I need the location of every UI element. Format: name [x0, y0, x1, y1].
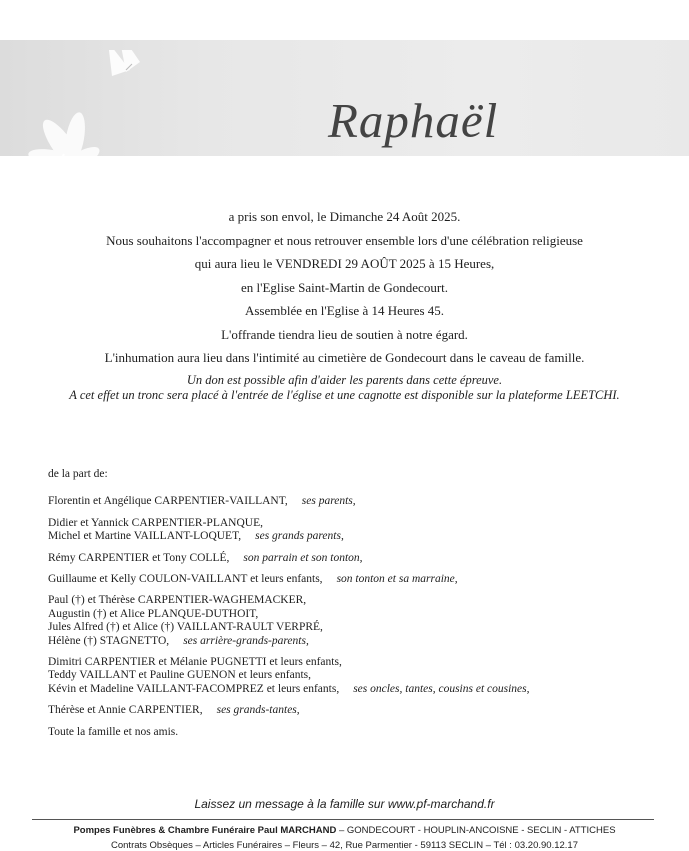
- footer-divider: [32, 819, 654, 820]
- family-relation: ses oncles, tantes, cousins et cousines,: [353, 682, 530, 695]
- family-names: Teddy VAILLANT et Pauline GUENON et leurs enfants,: [48, 669, 312, 682]
- family-relation: ses grands-tantes,: [216, 704, 300, 717]
- flower-butterfly-illustration: [0, 50, 200, 200]
- family-group: [48, 704, 530, 717]
- family-names: Florentin et Angélique CARPENTIER-VAILLANT,: [48, 495, 288, 508]
- family-relation: ses parents,: [301, 495, 356, 508]
- family-group: [48, 495, 530, 508]
- company-locations: – GONDECOURT - HOUPLIN-ANCOISNE - SECLIN - ATTICHES: [336, 825, 616, 836]
- family-names: Didier et Yannick CARPENTIER-PLANQUE,: [48, 516, 263, 529]
- family-group: [48, 552, 530, 565]
- family-group: [48, 517, 530, 544]
- header-banner: [0, 40, 689, 156]
- family-names: Rémy CARPENTIER et Tony COLLÉ,: [48, 551, 230, 564]
- announcement-line: Assemblée en l'Eglise à 14 Heures 45.: [244, 303, 445, 318]
- family-list: [48, 468, 530, 739]
- company-contact: Contrats Obsèques – Articles Funéraires – Fleurs – 42, Rue Parmentier - 59113 SECLIN – Tél : 03.20.90.12.17: [111, 840, 578, 851]
- family-group: [48, 573, 530, 586]
- family-group: [48, 594, 530, 648]
- family-intro: de la part de:: [48, 468, 108, 480]
- family-names: Hélène (†) STAGNETTO,: [48, 634, 170, 647]
- family-names: Thérèse et Annie CARPENTIER,: [48, 704, 203, 717]
- family-names: Michel et Martine VAILLANT-LOQUET,: [48, 530, 242, 543]
- announcement-line: L'inhumation aura lieu dans l'intimité au cimetière de Gondecourt dans le caveau de famille.: [104, 350, 585, 365]
- announcement-line: qui aura lieu le VENDREDI 29 AOÛT 2025 à 15 Heures,: [194, 256, 495, 271]
- announcement-line: a pris son envol, le Dimanche 24 Août 2025.: [228, 209, 461, 224]
- company-name: Pompes Funèbres & Chambre Funéraire Paul MARCHAND: [73, 825, 337, 836]
- deceased-name: Raphaël: [328, 93, 499, 148]
- funeral-home-line: [0, 825, 689, 836]
- family-relation: son parrain et son tonton,: [243, 551, 363, 564]
- family-names: Kévin et Madeline VAILLANT-FACOMPREZ et leurs enfants,: [48, 682, 340, 695]
- family-names: Jules Alfred (†) et Alice (†) VAILLANT-RAULT VERPRÉ,: [48, 621, 323, 634]
- website-message: Laissez un message à la famille sur www.pf-marchand.fr: [194, 797, 495, 811]
- family-closing: Toute la famille et nos amis.: [48, 725, 179, 738]
- family-relation: ses grands parents,: [255, 530, 344, 543]
- family-names: Dimitri CARPENTIER et Mélanie PUGNETTI et leurs enfants,: [48, 656, 342, 669]
- announcement: [0, 205, 689, 403]
- family-names: Paul (†) et Thérèse CARPENTIER-WAGHEMACKER,: [48, 594, 307, 607]
- family-relation: son tonton et sa marraine,: [336, 573, 458, 586]
- announcement-line: L'offrande tiendra lieu de soutien à notre égard.: [221, 326, 468, 342]
- announcement-line: Nous souhaitons l'accompagner et nous retrouver ensemble lors d'une célébration religieuse: [106, 232, 583, 248]
- announcement-line: en l'Eglise Saint-Martin de Gondecourt.: [240, 279, 449, 295]
- family-names: Augustin (†) et Alice PLANQUE-DUTHOIT,: [48, 607, 259, 620]
- donation-note: A cet effet un tronc sera placé à l'entrée de l'église et une cagnotte est disponible sur la plateforme LEETCHI.: [69, 387, 620, 402]
- family-group: [48, 656, 530, 696]
- family-names: Guillaume et Kelly COULON-VAILLANT et leurs enfants,: [48, 573, 323, 586]
- donation-note: Un don est possible afin d'aider les parents dans cette épreuve.: [186, 372, 503, 387]
- family-relation: ses arrière-grands-parents,: [183, 634, 309, 647]
